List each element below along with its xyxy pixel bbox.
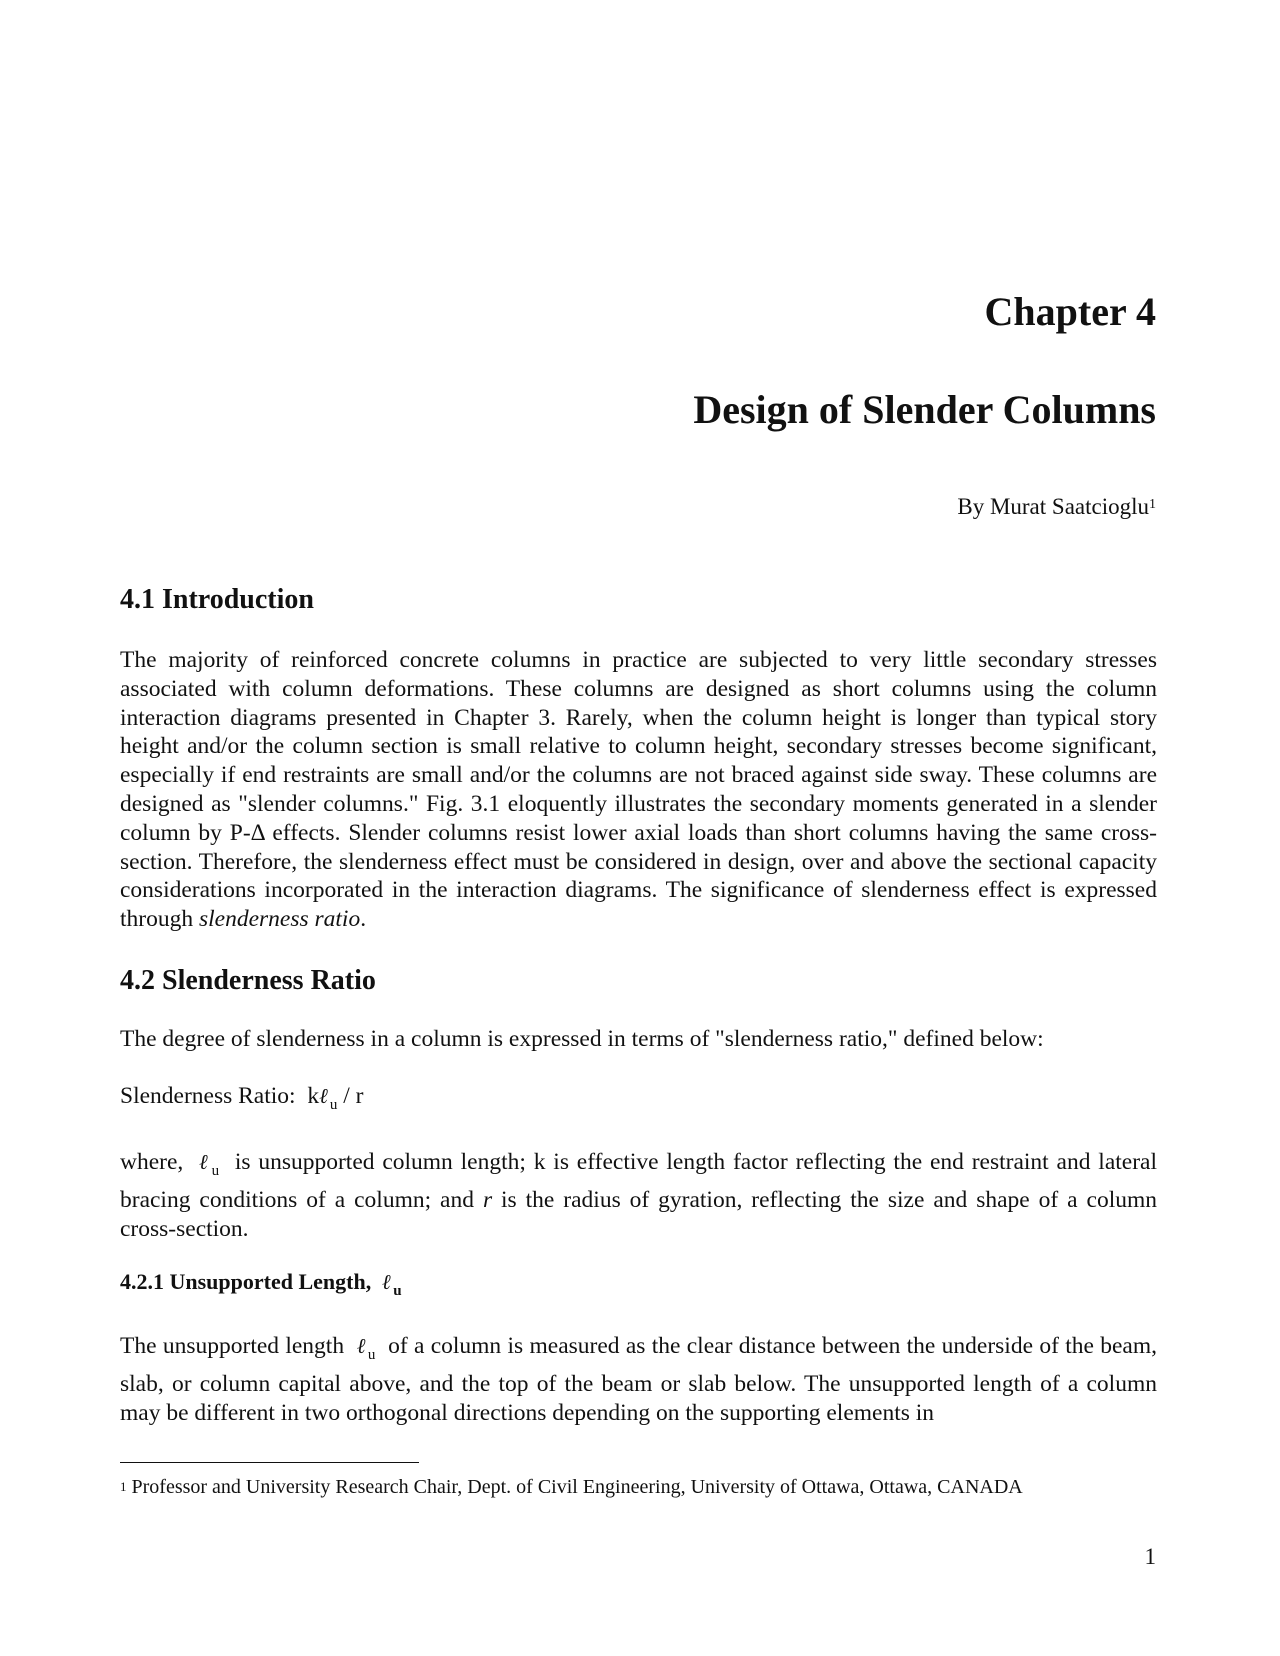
section-heading-slenderness-ratio: 4.2 Slenderness Ratio (120, 965, 376, 996)
introduction-paragraph (120, 646, 1157, 934)
author-name: By Murat Saatcioglu (957, 494, 1149, 519)
where-intro: where, (120, 1149, 184, 1175)
heading-ell-symbol: ℓ (382, 1269, 392, 1294)
where-text-part2: is the radius of gyration, reflecting the size and shape of a column cross-section. (120, 1186, 1157, 1242)
footnote-text: Professor and University Research Chair, Dept. of Civil Engineering, University of Ottawa, Ottawa, CANADA (131, 1476, 1023, 1498)
intro-italic-term: slenderness ratio (198, 906, 361, 933)
slenderness-definition-paragraph: The degree of slenderness in a column is expressed in terms of "slenderness ratio," defined below: (120, 1026, 1044, 1052)
footnote-divider (120, 1462, 419, 1463)
formula-k: k (307, 1083, 320, 1109)
unsupported-length-paragraph (120, 1332, 1157, 1427)
where-text-part1: is unsupported column length; k is effective length factor reflecting the end restraint and lateral bracing conditions of a column; and (120, 1149, 1158, 1213)
intro-text: The majority of reinforced concrete columns in practice are subjected to very little secondary stresses associated with column deformations. These columns are designed as short columns using the column interaction diagrams presented in Chapter 3. Rarely, when the column height is longer than typical story height and/or the column section is small relative to column height, secondary stresses become significant, especially if end restraints are small and/or the columns are not braced against side sway. These columns are designed as "slender columns." Fig. 3.1 eloquently illustrates the secondary moments generated in a slender column by P-Δ effects. Slender columns resist lower axial loads than short columns having the same cross-section. Therefore, the slenderness effect must be considered in design, over and above the sectional capacity considerations incorporated in the interaction diagrams. The significance of slenderness effect is expressed through (120, 647, 1157, 933)
section-heading-introduction: 4.1 Introduction (120, 584, 314, 615)
where-ell-symbol: ℓ (198, 1150, 210, 1174)
where-paragraph (120, 1148, 1157, 1243)
author-byline (957, 493, 1156, 521)
chapter-title: Design of Slender Columns (693, 387, 1156, 432)
intro-period: . (360, 906, 367, 933)
formula-label: Slenderness Ratio: (120, 1083, 296, 1109)
formula-subscript: u (329, 1097, 338, 1113)
unsupported-subscript: u (367, 1347, 376, 1363)
footnote (120, 1475, 1023, 1499)
where-subscript: u (211, 1163, 220, 1179)
subsection-heading-text: 4.2.1 Unsupported Length, (120, 1269, 372, 1294)
chapter-number: Chapter 4 (984, 289, 1156, 334)
unsupported-text: of a column is measured as the clear distance between the underside of the beam, slab, or column capital above, and the top of the beam or slab below. The unsupported length of a column may be different in two orthogonal directions depending on the supporting elements in (120, 1333, 1158, 1426)
footnote-ref: 1 (1149, 497, 1156, 512)
heading-subscript: u (393, 1283, 402, 1299)
page-number: 1 (1144, 1544, 1156, 1569)
footnote-marker: 1 (120, 1479, 127, 1494)
slenderness-formula (120, 1082, 1157, 1120)
unsupported-ell-symbol: ℓ (356, 1334, 366, 1358)
formula-ell-symbol: ℓ (319, 1084, 328, 1108)
where-r-symbol: r (482, 1186, 493, 1213)
subsection-heading-unsupported-length (120, 1267, 1157, 1306)
formula-tail: / r (343, 1083, 364, 1109)
unsupported-intro: The unsupported length (120, 1333, 345, 1359)
